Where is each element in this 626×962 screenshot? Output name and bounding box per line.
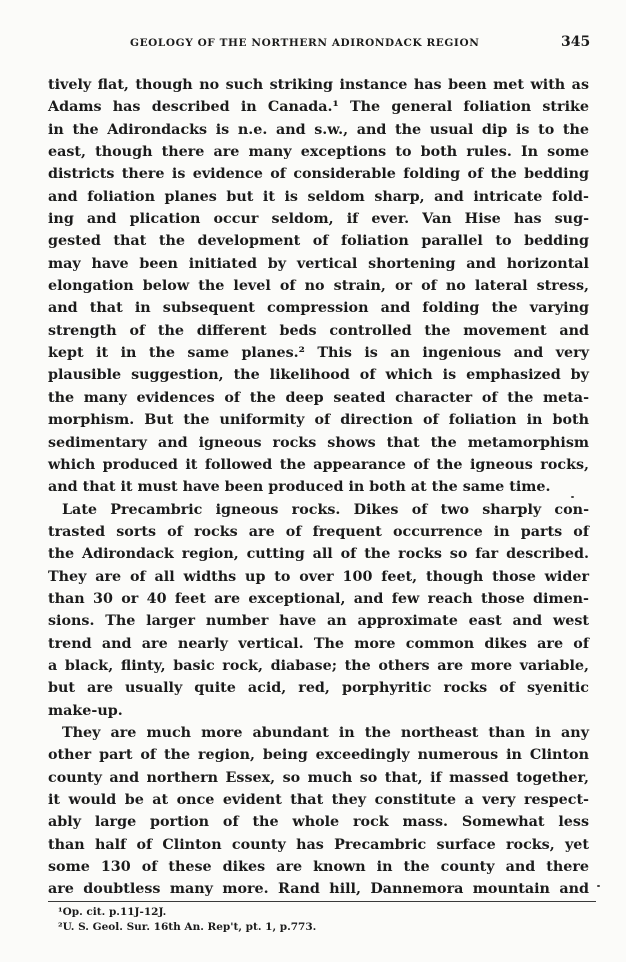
text-line: than half of Clinton county has Precambric surface rocks, yet <box>48 836 589 853</box>
text-line: plausible suggestion, the likelihood of which is emphasized by <box>48 367 589 384</box>
footnote-divider <box>48 901 596 902</box>
text-line: trend and are nearly vertical. The more common dikes are of <box>48 635 589 652</box>
text-line: are doubtless many more. Rand hill, Dannemora mountain and <box>48 881 589 898</box>
text-line: other part of the region, being exceedingly numerous in Clinton <box>48 747 589 764</box>
text-line: in the Adirondacks is n.e. and s.w., and the usual dip is to the <box>48 121 589 138</box>
text-line: some 130 of these dikes are known in the county and there <box>48 859 589 876</box>
text-line: ably large portion of the whole rock mass. Somewhat less <box>48 814 589 831</box>
text-line: than 30 or 40 feet are exceptional, and few reach those dimen- <box>48 590 589 607</box>
text-line: and foliation planes but it is seldom sharp, and intricate fold- <box>48 188 589 205</box>
text-line: elongation below the level of no strain, or of no lateral stress, <box>48 278 589 295</box>
footnotes <box>58 905 316 935</box>
text-line: and that in subsequent compression and folding the varying <box>48 300 589 317</box>
text-line: and that it must have been produced in both at the same time. <box>48 479 551 496</box>
text-line: a black, flinty, basic rock, diabase; the others are more variable, <box>48 657 589 674</box>
text-line: which produced it followed the appearance of the igneous rocks, <box>48 456 589 473</box>
text-line: They are of all widths up to over 100 feet, though those wider <box>48 568 589 585</box>
footnote-2: ²U. S. Geol. Sur. 16th An. Rep't, pt. 1, p.773. <box>58 921 317 933</box>
running-head: GEOLOGY OF THE NORTHERN ADIRONDACK REGION <box>130 37 480 49</box>
text-line: ing and plication occur seldom, if ever. Van Hise has sug- <box>48 211 589 228</box>
section-heading-line: Late Precambric igneous rocks. Dikes of two sharply con- <box>62 501 589 518</box>
text-line: strength of the different beds controlled the movement and <box>48 322 589 339</box>
text-line: east, though there are many exceptions to both rules. In some <box>48 144 589 161</box>
text-line: may have been initiated by vertical shortening and horizontal <box>48 255 589 272</box>
text-line: the many evidences of the deep seated character of the meta- <box>48 389 589 406</box>
text-line: make-up. <box>48 702 123 719</box>
body-text <box>48 74 589 901</box>
text-line: it would be at once evident that they constitute a very respect- <box>48 792 589 808</box>
text-line: kept it in the same planes.² This is an ingenious and very <box>48 345 589 362</box>
footnote-1: ¹Op. cit. p.11J-12J. <box>58 906 167 918</box>
text-line: sedimentary and igneous rocks shows that the metamorphism <box>48 434 589 451</box>
paragraph-start-line: They are much more abundant in the northeast than in any <box>62 724 589 741</box>
text-line: tively flat, though no such striking instance has been met with as <box>48 77 589 93</box>
print-speck <box>597 885 600 887</box>
text-line: county and northern Essex, so much so that, if massed together, <box>48 769 589 786</box>
text-line: Adams has described in Canada.¹ The general foliation strike <box>48 99 589 116</box>
text-line: morphism. But the uniformity of direction of foliation in both <box>48 412 589 429</box>
text-line: the Adirondack region, cutting all of the rocks so far described. <box>48 546 589 563</box>
text-line: districts there is evidence of considerable folding of the bedding <box>48 166 589 183</box>
text-line: but are usually quite acid, red, porphyritic rocks of syenitic <box>48 680 589 697</box>
text-line: trasted sorts of rocks are of frequent occurrence in parts of <box>48 523 589 540</box>
text-line: gested that the development of foliation parallel to bedding <box>48 233 589 250</box>
print-speck <box>571 496 574 498</box>
page-number: 345 <box>561 34 591 50</box>
text-line: sions. The larger number have an approximate east and west <box>48 613 589 630</box>
